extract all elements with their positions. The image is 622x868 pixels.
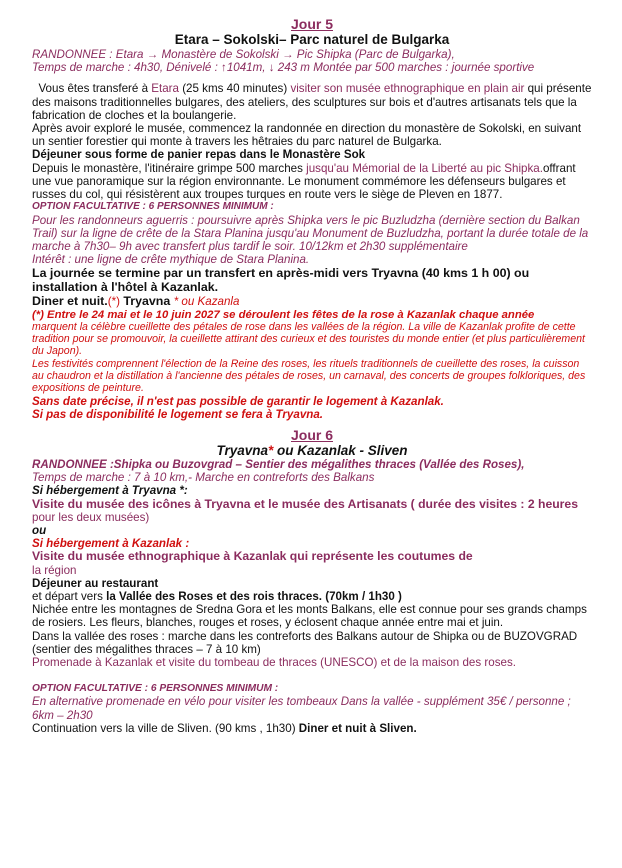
day6-ethno-museum-visit: Visite du musée ethnographique à Kazanlak qui représente les coutumes de bbox=[32, 549, 473, 564]
day6-continuation: Continuation vers la ville de Sliven. (90 kms , 1h30) Diner et nuit à Sliven. bbox=[32, 721, 417, 735]
day5-note-rose-picking: marquent la célèbre cueillette des pétales de rose dans les vallées de la région. La ville de Kazanlak profite de cette tradition pour se promouvoir, la cueillette attirant des curieux et des touristes du monde entier (et plus particulièrement du Japon). bbox=[32, 320, 585, 358]
day6-departure: et départ vers la Vallée des Roses et des rois thraces. (70km / 1h30 ) bbox=[32, 590, 402, 604]
day5-end-of-day: La journée se termine par un transfert en après-midi vers Tryavna (40 kms 1 h 00) ou installation à l'hôtel à Kazanlak. bbox=[32, 266, 530, 295]
day6-hike-route: RANDONNEE :Shipka ou Buzovgrad – Sentier des mégalithes thraces (Vallée des Roses), bbox=[32, 458, 525, 472]
day5-hike-paragraph: Après avoir exploré le musée, commencez la randonnée en direction du monastère de Sokolski, en suivant un sentier forestier qui monte à travers les hêtraies du parc naturel de Bulgarka. bbox=[32, 122, 582, 149]
day6-heading: Jour 6 bbox=[290, 427, 333, 444]
day5-note-festivities: Les festivités comprennent l'élection de la Reine des roses, les rituels traditionnels de cueillette des roses, la cuisson au chaudron et la distillation à l'ancienne des pétales de roses, un carnaval, des concerts de groupes folkloriques, des expositions de peinture. bbox=[32, 357, 586, 395]
day5-heading: Jour 5 bbox=[290, 16, 333, 32]
day6-lunch: Déjeuner au restaurant bbox=[32, 576, 159, 590]
day6-valley-paragraph: Nichée entre les montagnes de Sredna Gora et les monts Balkans, elle est connue pour ses grands champs de rosiers. Les fleurs, blanches, rouges et roses, y éclosent chaque année entre mai et juin. bbox=[32, 603, 587, 630]
day5-note-rose-festival-dates: (*) Entre le 24 mai et le 10 juin 2027 se déroulent les fêtes de la rose à Kazanlak chaque année bbox=[32, 308, 535, 321]
day5-note-no-guarantee: Sans date précise, il n'est pas possible de garantir le logement à Kazanlak. bbox=[32, 394, 444, 408]
day5-option-title: OPTION FACULTATIVE : 6 PERSONNES MINIMUM : bbox=[32, 201, 274, 213]
day5-transfer-paragraph: Vous êtes transferé à Etara (25 kms 40 minutes) visiter son musée ethnographique en plain air qui présente des maisons traditionnelles bulgares, des ateliers, des sculptures sur bois et d'autres artisanats tels que la fabrication de cloches et la boulangerie. bbox=[32, 82, 592, 122]
day6-ethno-museum-visit-cont: la région bbox=[32, 563, 77, 577]
day6-hike-stats: Temps de marche : 7 à 10 km,- Marche en contreforts des Balkans bbox=[32, 471, 375, 485]
day5-hike-route: RANDONNEE : Etara → Monastère de Sokolski → Pic Shipka (Parc de Bulgarka), bbox=[32, 48, 455, 61]
day5-option-interest: Intérêt : une ligne de crête mythique de Stara Planina. bbox=[32, 253, 310, 267]
day6-option-title: OPTION FACULTATIVE : 6 PERSONNES MINIMUM : bbox=[32, 683, 279, 695]
day6-if-tryavna: Si hébergement à Tryavna *: bbox=[32, 484, 188, 498]
day6-icons-museum-visit-cont: pour les deux musées) bbox=[32, 510, 150, 524]
day5-title: Etara – Sokolski– Parc naturel de Bulgarka bbox=[174, 32, 450, 47]
day5-note-fallback: Si pas de disponibilité le logement se fera à Tryavna. bbox=[32, 407, 324, 421]
day6-option-text: En alternative promenade en vélo pour visiter les tombeaux Dans la vallée - supplément 35€ / personne ; 6km – 2h30 bbox=[32, 695, 571, 722]
day6-title: Tryavna* ou Kazanlak - Sliven bbox=[216, 443, 408, 459]
day5-memorial-paragraph: Depuis le monastère, l'itinéraire grimpe 500 marches jusqu'au Mémorial de la Liberté au pic Shipka.offrant une vue panoramique sur la région environnante. Le monument commémore les défenseurs bulgares et russes du col, qui résistèrent aux troupes turques en route vers le siège de Pleven en 1877. bbox=[32, 161, 576, 202]
day6-promenade: Promenade à Kazanlak et visite du tombeau de thraces (UNESCO) et de la maison des roses. bbox=[32, 656, 516, 670]
day6-walk-paragraph: Dans la vallée des roses : marche dans les contreforts des Balkans autour de Shipka ou de BUZOVGRAD (sentier des mégalithes thraces – 7 à 10 km) bbox=[32, 629, 578, 656]
day5-dinner-line: Diner et nuit.(*) Tryavna * ou Kazanla bbox=[32, 294, 240, 309]
day5-lunch: Déjeuner sous forme de panier repas dans le Monastère Sok bbox=[32, 148, 366, 162]
day6-if-kazanlak: Si hébergement à Kazanlak : bbox=[32, 537, 190, 551]
day5-option-text: Pour les randonneurs aguerris : poursuivre après Shipka vers le pic Buzludzha (dernière section du Balkan Trail) sur la ligne de crête de la Stara Planina jusqu'au Monument de Buzludzha, portant la durée totale de la marche à 7h30– 9h avec transfert plus tardif le soir. 10/12km et 2h30 supplémentaire bbox=[32, 213, 589, 253]
day5-hike-stats: Temps de marche : 4h30, Dénivelé : ↑1041m, ↓ 243 m Montée par 500 marches : journée sportive bbox=[32, 61, 535, 75]
day6-or: ou bbox=[32, 524, 47, 538]
day6-icons-museum-visit: Visite du musée des icônes à Tryavna et le musée des Artisanats ( durée des visites : 2 heures bbox=[32, 496, 578, 511]
